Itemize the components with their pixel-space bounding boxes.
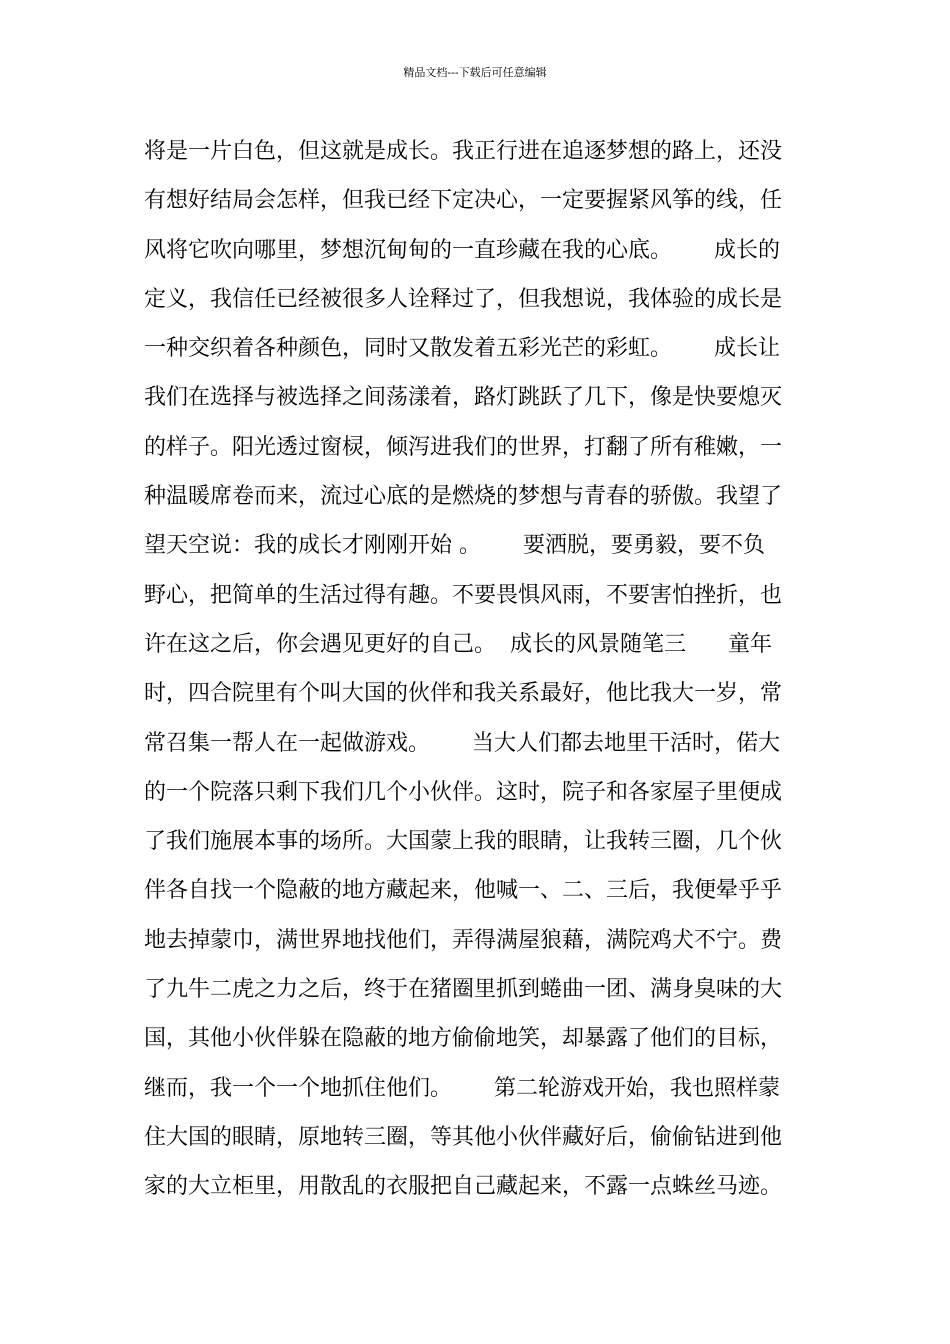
text-line: 了九牛二虎之力之后，终于在猪圈里抓到蜷曲一团、满身臭味的大	[144, 977, 783, 1003]
text-line: 我们在选择与被选择之间荡漾着，路灯跳跃了几下，像是快要熄灭	[144, 385, 783, 411]
text-line: 定义，我信任已经被很多人诠释过了，但我想说，我体验的成长是	[144, 286, 783, 312]
text-line: 时，四合院里有个叫大国的伙伴和我关系最好，他比我大一岁，常	[144, 681, 783, 707]
text-line: 一种交织着各种颜色，同时又散发着五彩光芒的彩虹。 成长让	[144, 336, 780, 362]
text-line: 伴各自找一个隐蔽的地方藏起来，他喊一、二、三后，我便晕乎乎	[144, 878, 783, 904]
text-line: 望天空说：我的成长才刚刚开始 。 要洒脱，要勇毅，要不负	[144, 533, 765, 559]
text-line: 的样子。阳光透过窗棂，倾泻进我们的世界，打翻了所有稚嫩，一	[144, 434, 783, 460]
page-header: 精品文档---下载后可任意编辑	[403, 66, 547, 79]
text-line: 住大国的眼睛，原地转三圈，等其他小伙伴藏好后，偷偷钻进到他	[144, 1124, 783, 1150]
text-line: 将是一片白色，但这就是成长。我正行进在追逐梦想的路上，还没	[144, 139, 783, 164]
text-line: 有想好结局会怎样，但我已经下定决心，一定要握紧风筝的线，任	[144, 188, 783, 214]
text-line: 野心，把简单的生活过得有趣。不要畏惧风雨，不要害怕挫折，也	[144, 582, 783, 608]
text-line: 许在这之后，你会遇见更好的自己。 成长的风景随笔三 童年	[144, 631, 772, 657]
body-text	[144, 132, 810, 1217]
text-line: 了我们施展本事的场所。大国蒙上我的眼睛，让我转三圈，几个伙	[144, 829, 783, 855]
text-line: 家的大立柜里，用散乱的衣服把自己藏起来，不露一点蛛丝马迹。	[144, 1174, 783, 1200]
text-line: 地去掉蒙巾，满世界地找他们，弄得满屋狼藉，满院鸡犬不宁。费	[144, 927, 783, 953]
text-line: 继而，我一个一个地抓住他们。 第二轮游戏开始，我也照样蒙	[144, 1075, 780, 1101]
text-line: 种温暖席卷而来，流过心底的是燃烧的梦想与青春的骄傲。我望了	[144, 484, 783, 510]
text-line: 国，其他小伙伴躲在隐蔽的地方偷偷地笑，却暴露了他们的目标，	[144, 1026, 783, 1052]
text-line: 的一个院落只剩下我们几个小伙伴。这时，院子和各家屋子里便成	[144, 779, 783, 805]
text-line: 常召集一帮人在一起做游戏。 当大人们都去地里干活时，偌大	[144, 730, 780, 756]
text-line: 风将它吹向哪里，梦想沉甸甸的一直珍藏在我的心底。 成长的	[144, 237, 780, 263]
